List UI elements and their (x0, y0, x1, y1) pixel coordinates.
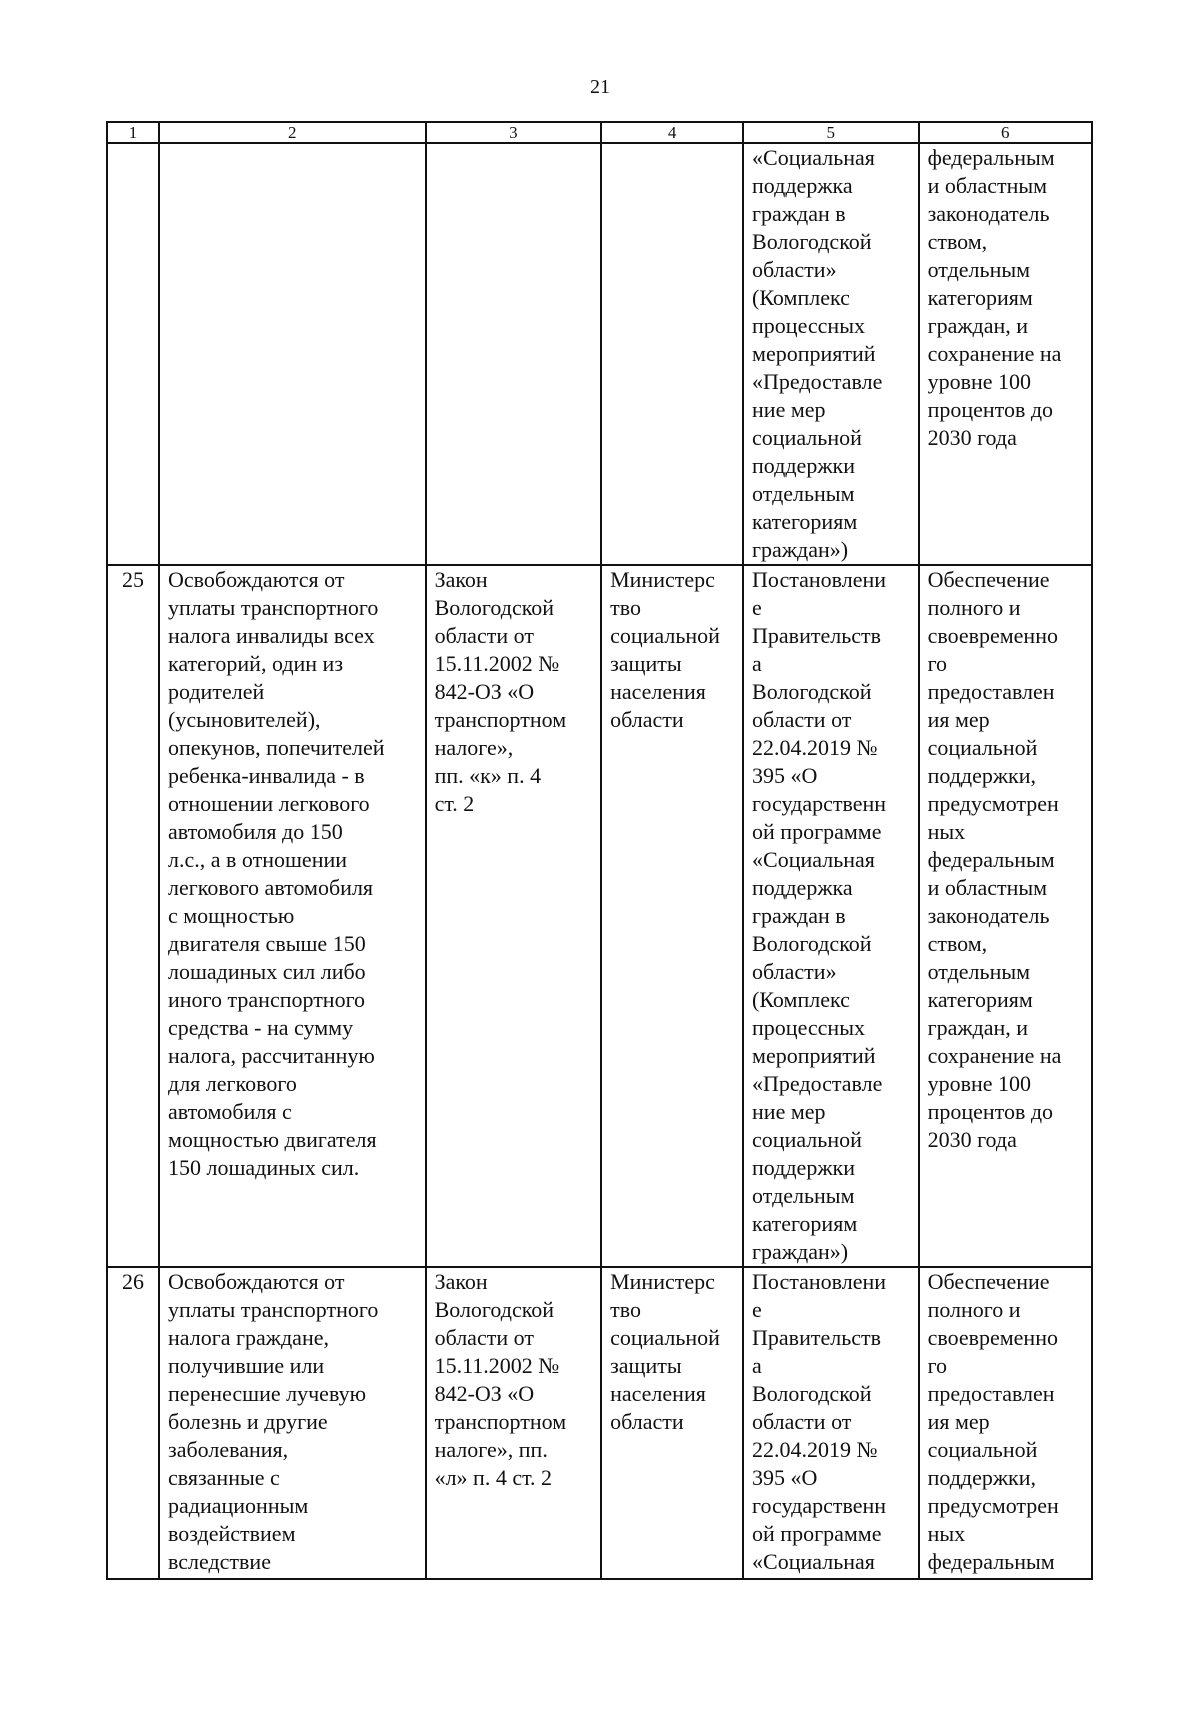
benefits-table (106, 121, 1093, 1580)
column-header-5: 5 (743, 122, 919, 143)
column-header-4: 4 (601, 122, 743, 143)
legal-basis-cell: Закон Вологодской области от 15.11.2002 № 842-ОЗ «О транспортном налоге», пп. «л» п. 4 ст. 2 (426, 1267, 602, 1579)
table-header-row (107, 122, 1092, 143)
row-number-cell (107, 143, 159, 565)
program-cell: Постановлени е Правительств а Вологодской области от 22.04.2019 № 395 «О государственн ой программе «Социальная поддержка граждан в Вологодской области» (Комплекс процессных мероприятий «Предоставле ние мер социальной поддержки отдельным категориям граждан») (743, 565, 919, 1267)
row-number-cell: 26 (107, 1267, 159, 1579)
goal-cell: Обеспечение полного и своевременно го предоставлен ия мер социальной поддержки, предусмотрен ных федеральным (919, 1267, 1092, 1579)
column-header-2: 2 (159, 122, 426, 143)
table-row (107, 565, 1092, 1267)
program-cell: «Социальная поддержка граждан в Вологодской области» (Комплекс процессных мероприятий «Предоставле ние мер социальной поддержки отдельным категориям граждан») (743, 143, 919, 565)
column-header-6: 6 (919, 122, 1092, 143)
legal-basis-cell: Закон Вологодской области от 15.11.2002 № 842-ОЗ «О транспортном налоге», пп. «к» п. 4 ст. 2 (426, 565, 602, 1267)
column-header-3: 3 (426, 122, 602, 143)
program-cell: Постановлени е Правительств а Вологодской области от 22.04.2019 № 395 «О государственн ой программе «Социальная (743, 1267, 919, 1579)
responsible-body-cell: Министерс тво социальной защиты населения области (601, 1267, 743, 1579)
benefit-description-cell: Освобождаются от уплаты транспортного налога граждане, получившие или перенесшие лучевую болезнь и другие заболевания, связанные с радиационным воздействием вследствие (159, 1267, 426, 1579)
goal-cell: федеральным и областным законодатель ством, отдельным категориям граждан, и сохранение на уровне 100 процентов до 2030 года (919, 143, 1092, 565)
page-number: 21 (590, 76, 610, 98)
table-row (107, 1267, 1092, 1579)
responsible-body-cell (601, 143, 743, 565)
benefit-description-cell (159, 143, 426, 565)
legal-basis-cell (426, 143, 602, 565)
goal-cell: Обеспечение полного и своевременно го предоставлен ия мер социальной поддержки, предусмотрен ных федеральным и областным законодатель ством, отдельным категориям граждан, и сохранение на уровне 100 процентов до 2030 года (919, 565, 1092, 1267)
row-number-cell: 25 (107, 565, 159, 1267)
responsible-body-cell: Министерс тво социальной защиты населения области (601, 565, 743, 1267)
table-row (107, 143, 1092, 565)
column-header-1: 1 (107, 122, 159, 143)
benefit-description-cell: Освобождаются от уплаты транспортного налога инвалиды всех категорий, один из родителей (усыновителей), опекунов, попечителей ребенка-инвалида - в отношении легкового автомобиля до 150 л.с., а в отношении легкового автомобиля с мощностью двигателя свыше 150 лошадиных сил либо иного транспортного средства - на сумму налога, рассчитанную для легкового автомобиля с мощностью двигателя 150 лошадиных сил. (159, 565, 426, 1267)
